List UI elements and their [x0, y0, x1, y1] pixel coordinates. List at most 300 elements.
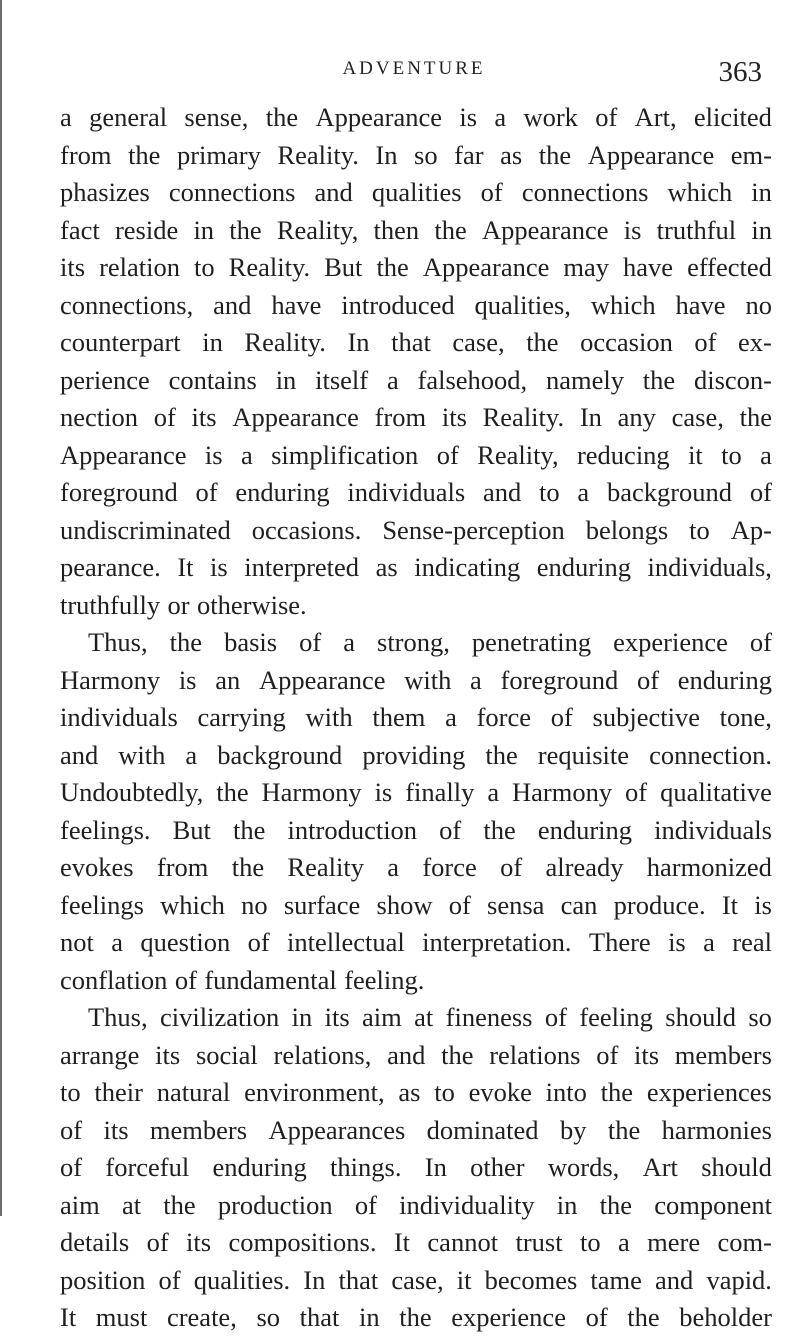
- word: undiscriminated: [60, 514, 231, 545]
- word: force: [476, 702, 531, 732]
- word: of: [195, 477, 218, 507]
- word: must: [95, 1302, 148, 1332]
- word: In: [579, 402, 602, 432]
- word: force: [422, 852, 477, 882]
- word: a: [487, 777, 500, 807]
- word: Harmony: [60, 664, 161, 695]
- body-text: [60, 99, 772, 1337]
- word: sensa: [487, 889, 545, 920]
- word: the: [600, 1077, 634, 1107]
- word: the: [441, 1039, 474, 1070]
- word: civilization: [160, 1002, 280, 1032]
- word: its: [60, 252, 86, 282]
- word: of: [480, 177, 503, 207]
- word: experience: [613, 627, 728, 657]
- text-line: [60, 1187, 772, 1225]
- text-line: [60, 887, 772, 925]
- word: enduring: [677, 664, 772, 695]
- word: interpretation.: [422, 927, 572, 957]
- word: vapid.: [706, 1264, 772, 1295]
- word: com-: [717, 1227, 772, 1257]
- word: in: [202, 327, 223, 357]
- word: is: [204, 439, 223, 470]
- word: It: [177, 552, 194, 582]
- word: It: [60, 1302, 77, 1332]
- text-line: [60, 737, 772, 775]
- word: relations: [489, 1039, 581, 1070]
- word: a: [387, 852, 400, 882]
- word: a: [470, 664, 482, 695]
- word: belongs: [585, 514, 669, 545]
- text-line: [60, 1299, 772, 1337]
- text-line: [60, 962, 772, 1000]
- word: with: [305, 702, 353, 732]
- word: a: [494, 102, 507, 132]
- word: it: [456, 1264, 472, 1295]
- word: dominated: [426, 1114, 539, 1145]
- page-edge-shadow: [0, 0, 2, 1216]
- word: connections,: [60, 289, 194, 320]
- word: have: [675, 289, 726, 320]
- word: ex-: [738, 327, 772, 357]
- word: create,: [166, 1302, 237, 1332]
- word: of: [60, 1114, 83, 1145]
- word: connections: [168, 177, 296, 207]
- word: words,: [547, 1152, 620, 1182]
- word: of: [585, 1302, 608, 1332]
- word: and: [655, 1264, 694, 1295]
- word: trust: [515, 1227, 563, 1257]
- text-line: [60, 474, 772, 512]
- word: occasions.: [251, 514, 362, 545]
- word: sense,: [184, 102, 249, 132]
- word: Reality,: [276, 214, 359, 245]
- word: discon-: [693, 364, 772, 395]
- word: Reality.: [277, 139, 359, 170]
- word: so: [748, 1002, 772, 1032]
- word: Reality.: [244, 327, 326, 357]
- word: Appearance: [60, 439, 187, 470]
- running-head: ADVENTURE: [342, 58, 486, 79]
- word: of: [174, 964, 197, 995]
- word: individuals: [60, 702, 178, 732]
- word: should: [701, 1152, 772, 1182]
- word: not: [60, 927, 94, 957]
- word: But: [324, 252, 363, 282]
- word: no: [241, 889, 268, 920]
- word: real: [732, 927, 772, 957]
- word: their: [94, 1077, 143, 1107]
- word: aim: [362, 1002, 402, 1032]
- word: a: [185, 739, 198, 770]
- word: of: [299, 627, 322, 657]
- word: with: [118, 739, 166, 770]
- text-line: [60, 362, 772, 400]
- word: enduring: [536, 552, 631, 582]
- word: Reality.: [482, 402, 565, 432]
- word: from: [156, 852, 209, 882]
- word: in: [751, 214, 772, 245]
- word: of: [354, 1189, 377, 1220]
- word: Harmony: [261, 777, 362, 807]
- word: Thus,: [88, 1002, 148, 1032]
- word: as: [500, 139, 523, 170]
- word: in: [291, 1002, 313, 1032]
- word: to: [721, 439, 742, 470]
- word: should: [665, 1002, 736, 1032]
- word: interpreted: [244, 552, 360, 582]
- word: the: [163, 1189, 196, 1220]
- word: the: [231, 852, 265, 882]
- text-line: [60, 699, 772, 737]
- word: the: [607, 1114, 641, 1145]
- word: a: [240, 439, 253, 470]
- word: Appearances: [268, 1114, 406, 1145]
- word: to: [434, 1077, 455, 1107]
- word: surface: [283, 889, 361, 920]
- word: already: [545, 852, 624, 882]
- word: In: [424, 1152, 447, 1182]
- word: subjective: [592, 702, 700, 732]
- word: indicating: [414, 552, 521, 582]
- word: its: [103, 1114, 129, 1145]
- word: the: [485, 739, 518, 770]
- word: show: [376, 889, 433, 920]
- word: its: [191, 402, 217, 432]
- word: a: [577, 477, 590, 507]
- word: a: [760, 439, 772, 470]
- text-line: [60, 662, 772, 700]
- text-line: [60, 1149, 772, 1187]
- word: is: [178, 664, 197, 695]
- word: primary: [176, 139, 261, 170]
- word: individuals,: [647, 552, 772, 582]
- word: and: [314, 177, 353, 207]
- page-number: 363: [718, 56, 762, 88]
- word: of: [146, 1227, 169, 1257]
- word: itself: [315, 364, 369, 395]
- word: individuals: [654, 814, 772, 845]
- word: Thus,: [88, 627, 148, 657]
- word: can: [560, 889, 598, 920]
- word: at: [121, 1189, 142, 1220]
- word: which: [590, 289, 656, 320]
- word: from: [60, 139, 112, 170]
- word: of: [550, 702, 573, 732]
- word: from: [374, 402, 427, 432]
- word: work: [523, 102, 578, 132]
- word: is: [374, 777, 393, 807]
- word: by: [559, 1114, 587, 1145]
- word: It: [721, 889, 739, 920]
- word: Sense-perception: [382, 514, 565, 545]
- word: far: [454, 139, 484, 170]
- word: so: [414, 139, 438, 170]
- word: evokes: [60, 852, 134, 882]
- word: the: [233, 814, 266, 845]
- word: mere: [647, 1227, 701, 1257]
- word: at: [414, 1002, 434, 1032]
- word: its: [634, 1039, 660, 1070]
- word: feelings.: [60, 814, 151, 845]
- word: details: [60, 1227, 130, 1257]
- word: production: [217, 1189, 333, 1220]
- word: which: [160, 889, 225, 920]
- word: contains: [168, 364, 257, 395]
- word: which: [667, 177, 733, 207]
- word: In: [375, 139, 398, 170]
- text-line: [60, 437, 772, 475]
- word: of: [153, 402, 176, 432]
- word: carrying: [197, 702, 286, 732]
- text-line: [60, 174, 772, 212]
- word: em-: [730, 139, 772, 170]
- text-line: [60, 1037, 772, 1075]
- word: individuals: [347, 477, 466, 507]
- text-line: [60, 587, 772, 625]
- word: its: [324, 1002, 350, 1032]
- word: an: [215, 664, 241, 695]
- word: Ap-: [730, 514, 772, 545]
- word: individuality: [399, 1189, 535, 1220]
- word: of: [60, 1152, 83, 1182]
- word: becomes: [484, 1264, 578, 1295]
- word: to: [60, 1077, 81, 1107]
- word: and: [482, 477, 522, 507]
- word: evoke: [468, 1077, 532, 1107]
- word: a: [386, 364, 399, 395]
- word: the: [216, 777, 249, 807]
- word: Reality: [287, 852, 364, 882]
- word: Reality.: [228, 252, 311, 282]
- word: as: [398, 1077, 421, 1107]
- word: In: [347, 327, 370, 357]
- word: a: [111, 927, 124, 957]
- word: the: [229, 214, 262, 245]
- word: qualities: [371, 177, 462, 207]
- word: that: [338, 1264, 379, 1295]
- word: introduction: [287, 814, 418, 845]
- word: beholder: [679, 1302, 772, 1332]
- word: and: [387, 1039, 426, 1070]
- word: Appearance: [422, 252, 550, 282]
- word: of: [749, 477, 772, 507]
- word: to: [579, 1227, 601, 1257]
- word: penetrating: [471, 627, 592, 657]
- word: the: [434, 214, 467, 245]
- word: component: [654, 1189, 772, 1220]
- word: a: [445, 702, 457, 732]
- word: Appearance: [587, 139, 715, 170]
- word: qualitative: [660, 777, 772, 807]
- word: otherwise.: [197, 589, 307, 620]
- word: any: [617, 402, 656, 432]
- word: providing: [362, 739, 466, 770]
- word: question: [140, 927, 231, 957]
- word: is: [623, 214, 642, 245]
- word: strong,: [377, 627, 450, 657]
- word: cannot: [427, 1227, 499, 1257]
- word: is: [459, 102, 478, 132]
- word: It: [393, 1227, 411, 1257]
- word: qualities.: [193, 1264, 291, 1295]
- word: other: [470, 1152, 525, 1182]
- word: of: [596, 1039, 619, 1070]
- word: of: [595, 102, 618, 132]
- word: falsehood,: [417, 364, 528, 395]
- word: qualities,: [474, 289, 571, 320]
- word: things.: [330, 1152, 402, 1182]
- word: case,: [452, 327, 505, 357]
- word: in: [358, 1302, 380, 1332]
- text-line: [60, 399, 772, 437]
- text-line: [60, 549, 772, 587]
- word: feelings: [60, 889, 144, 920]
- word: intellectual: [287, 927, 405, 957]
- word: then: [373, 214, 420, 245]
- text-line: [60, 512, 772, 550]
- word: effected: [687, 252, 772, 282]
- word: Appearance: [258, 664, 386, 695]
- word: no: [745, 289, 772, 320]
- word: so: [256, 1302, 281, 1332]
- word: enduring: [212, 1152, 307, 1182]
- word: perience: [60, 364, 150, 395]
- word: the: [483, 814, 516, 845]
- word: it: [688, 439, 703, 470]
- word: to: [194, 252, 215, 282]
- word: fineness: [445, 1002, 533, 1032]
- word: foreground: [500, 664, 619, 695]
- word: of: [158, 1264, 181, 1295]
- word: its: [155, 1039, 181, 1070]
- word: Appearance: [315, 102, 442, 132]
- text-line: [60, 249, 772, 287]
- word: into: [545, 1077, 587, 1107]
- word: counterpart: [60, 327, 181, 357]
- word: of: [637, 664, 660, 695]
- word: Art: [642, 1152, 678, 1182]
- word: enduring: [235, 477, 330, 507]
- word: that: [299, 1302, 340, 1332]
- word: Reality,: [477, 439, 559, 470]
- word: of: [625, 777, 648, 807]
- word: of: [439, 814, 462, 845]
- word: produce.: [613, 889, 706, 920]
- word: introduced: [341, 289, 455, 320]
- page-header: [60, 56, 768, 92]
- word: But: [172, 814, 211, 845]
- word: of: [694, 327, 717, 357]
- text-line: [60, 624, 772, 662]
- word: and: [213, 289, 252, 320]
- text-line: [60, 999, 772, 1037]
- word: have: [623, 252, 674, 282]
- word: the: [627, 1302, 660, 1332]
- word: Undoubtedly,: [60, 777, 204, 807]
- word: occasion: [580, 327, 673, 357]
- text-line: [60, 99, 772, 137]
- word: background: [217, 739, 343, 770]
- word: environment,: [244, 1077, 385, 1107]
- word: Appearance: [232, 402, 359, 432]
- word: may: [563, 252, 609, 282]
- word: position: [60, 1264, 146, 1295]
- word: harmonies: [661, 1114, 772, 1145]
- text-line: [60, 812, 772, 850]
- word: its: [441, 402, 467, 432]
- word: of: [448, 889, 471, 920]
- word: truthful: [656, 214, 737, 245]
- word: arrange: [60, 1039, 140, 1070]
- text-line: [60, 849, 772, 887]
- word: tame: [590, 1264, 642, 1295]
- word: background: [606, 477, 733, 507]
- word: There: [588, 927, 651, 957]
- word: its: [186, 1227, 212, 1257]
- word: the: [376, 252, 409, 282]
- word: In: [303, 1264, 326, 1295]
- word: members: [149, 1114, 248, 1145]
- word: experiences: [646, 1077, 772, 1107]
- word: a: [617, 1227, 630, 1257]
- text-line: [60, 324, 772, 362]
- word: to: [538, 477, 560, 507]
- word: them: [372, 702, 426, 732]
- word: forceful: [105, 1152, 190, 1182]
- text-line: [60, 287, 772, 325]
- word: in: [275, 364, 297, 395]
- word: reducing: [576, 439, 670, 470]
- word: the: [399, 1302, 432, 1332]
- word: relation: [99, 252, 180, 282]
- word: connection.: [649, 739, 772, 770]
- word: in: [193, 214, 215, 245]
- text-line: [60, 774, 772, 812]
- word: truthfully: [60, 589, 161, 620]
- text-line: [60, 1112, 772, 1150]
- word: Art,: [634, 102, 677, 132]
- text-line: [60, 1224, 772, 1262]
- word: feeling.: [344, 964, 425, 995]
- word: as: [375, 552, 398, 582]
- word: natural: [156, 1077, 231, 1107]
- word: the: [128, 139, 161, 170]
- word: is: [754, 889, 772, 920]
- word: the: [526, 327, 559, 357]
- word: fundamental: [204, 964, 337, 995]
- word: with: [404, 664, 452, 695]
- word: the: [642, 364, 676, 395]
- word: is: [210, 552, 228, 582]
- word: social: [195, 1039, 258, 1070]
- word: aim: [60, 1189, 100, 1220]
- word: namely: [545, 364, 624, 395]
- word: tone,: [719, 702, 772, 732]
- word: case,: [671, 402, 724, 432]
- word: foreground: [60, 477, 178, 507]
- word: experience: [451, 1302, 566, 1332]
- word: a: [343, 627, 355, 657]
- word: in: [751, 177, 772, 207]
- word: the: [599, 1189, 632, 1220]
- word: finally: [405, 777, 475, 807]
- word: of: [247, 927, 270, 957]
- word: relations,: [273, 1039, 372, 1070]
- word: simplification: [271, 439, 419, 470]
- text-line: [60, 924, 772, 962]
- word: the: [739, 402, 772, 432]
